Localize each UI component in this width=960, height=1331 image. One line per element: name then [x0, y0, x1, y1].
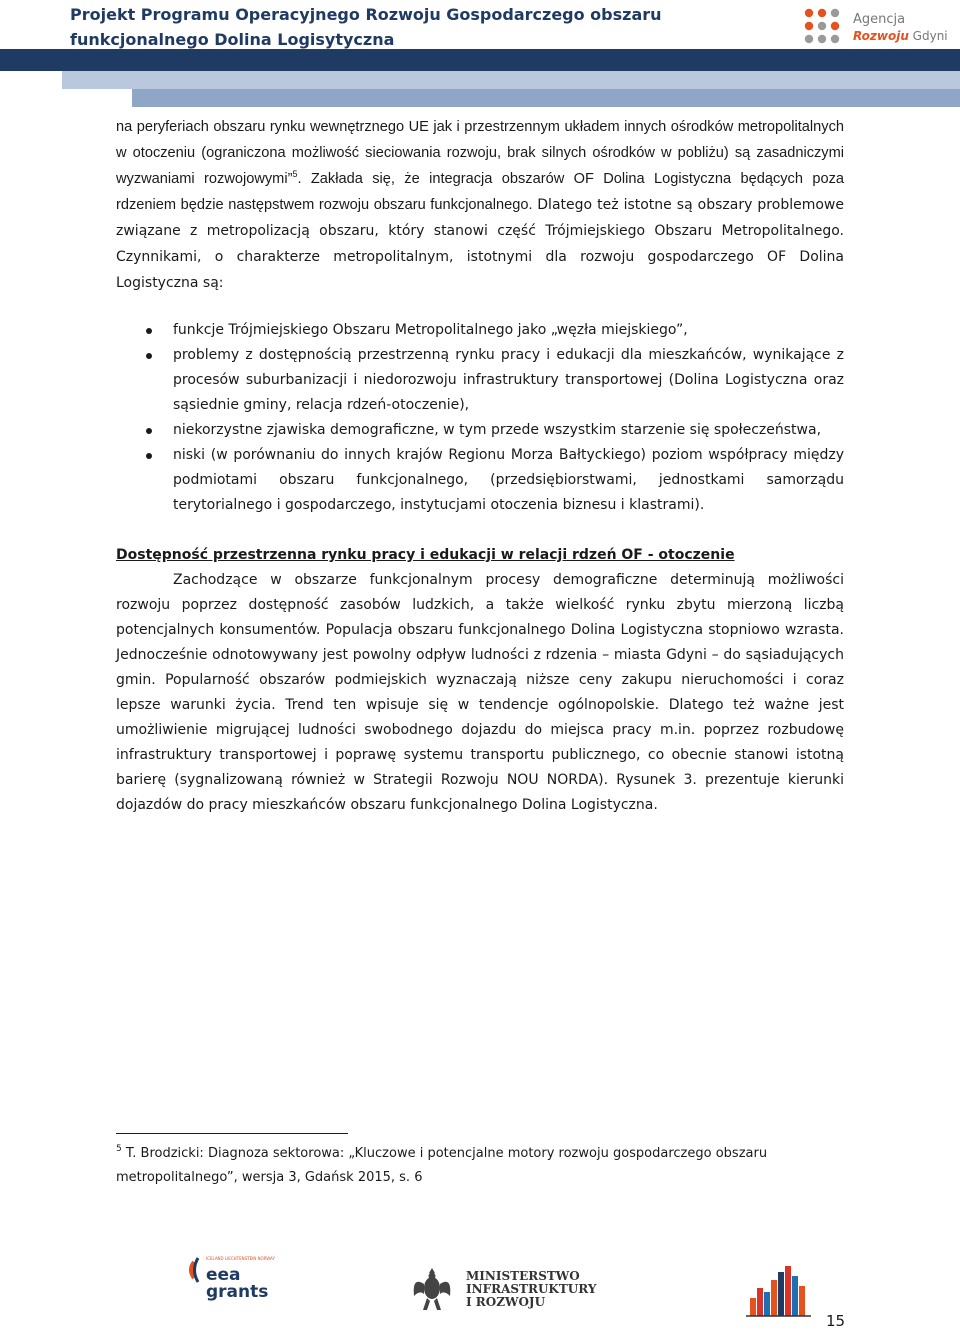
ministry-line: INFRASTRUKTURY: [466, 1282, 597, 1296]
logo-line2: [853, 29, 948, 43]
eea-word: eea: [206, 1265, 241, 1285]
section-heading: Dostępność przestrzenna rynku pracy i edukacji w relacji rdzeń OF - otoczenie: [116, 547, 735, 563]
list-item-text: niekorzystne zjawiska demograficzne, w tym przede wszystkim starzenie się społeczeństwa,: [173, 422, 822, 438]
bullet-icon: [146, 428, 152, 434]
logo-line1: Agencja: [853, 12, 906, 27]
header-bar-mid: [132, 89, 960, 107]
footnote-text: T. Brodzicki: Diagnoza sektorowa: „Kluczowe i potencjalne motory rozwoju gospodarczego obszaru metropolitalnego”, wersja 3, Gdańsk 2015, s. 6: [116, 1146, 768, 1185]
city-buildings-logo: [746, 1262, 811, 1318]
paragraph-intro: [116, 114, 844, 296]
list-item: [116, 343, 844, 418]
list-item: [116, 318, 844, 343]
footnote-number: 5: [116, 1144, 122, 1154]
page-content: [116, 114, 844, 818]
header-bar-light: [62, 71, 960, 89]
list-item: [116, 418, 844, 443]
paragraph-intro-part-b: . Zakłada się, że integracja obszarów OF Dolina Logistyczna będących poza rdzeniem będzie następstwem rozwoju obszaru funkcjonalnego.: [116, 171, 844, 213]
footnote-ref[interactable]: 5: [292, 169, 298, 179]
logo-line2-rozwoju: Rozwoju: [853, 29, 909, 43]
header-bar-dark: [0, 49, 960, 71]
paragraph-intro-part-a: na peryferiach obszaru rynku wewnętrznego UE jak i przestrzennym układem innych ośrodków metropolitalnych w otoczeniu (ograniczona możliwość sieciowania rozwoju, brak silnych ośrodków w pobliżu) są zasadniczymi wyzwaniami rozwojowymi”: [116, 119, 844, 187]
logo-line2-gdyni: Gdyni: [908, 29, 948, 43]
section-paragraph: Zachodzące w obszarze funkcjonalnym procesy demograficzne determinują możliwości rozwoju poprzez dostępność zasobów ludzkich, a także wielkość rynku zbytu mierzoną liczbą potencjalnych konsumentów. Populacja obszaru funkcjonalnego Dolina Logistyczna stopniowo wzrasta. Jednocześnie odnotowywany jest powolny odpływ ludności z rdzenia – miasta Gdyni – do sąsiadujących gmin. Popularność obszarów podmiejskich wyznaczają niższe ceny zakupu nieruchomości i coraz lepsze warunki życia. Trend ten wpisuje się w tendencje ogólnopolskie. Dlatego też ważne jest umożliwienie migrującej ludności swobodnego dojazdu do miejsca pracy m.in. poprzez rozbudowę infrastruktury transportowej i poprawę systemu transportu publicznego, co obecnie stanowi istotną barierę (sygnalizowaną również w Strategii Rozwoju NOU NORDA). Rysunek 3. prezentuje kierunki dojazdów do pracy mieszkańców obszaru funkcjonalnego Dolina Logistyczna.: [116, 572, 844, 813]
bullet-icon: [146, 453, 152, 459]
footnote-separator: [116, 1133, 348, 1134]
bullet-icon: [146, 328, 152, 334]
footnote: [116, 1142, 844, 1190]
ministry-name: [466, 1270, 596, 1309]
eea-small-text: ICELAND LIECHTENSTEIN NORWAY: [206, 1256, 275, 1261]
ministry-line: I ROZWOJU: [466, 1295, 546, 1309]
eea-grants-logo: [188, 1252, 275, 1302]
grants-word: grants: [206, 1282, 269, 1302]
list-item: [116, 443, 844, 518]
bullet-icon: [146, 353, 152, 359]
document-header-title: Projekt Programu Operacyjnego Rozwoju Gospodarczego obszaru funkcjonalnego Dolina Logisytyczna: [70, 5, 662, 49]
paragraph-intro-part-c: Dlatego też istotne są obszary problemowe związane z metropolizacją obszaru, który stanowi część Trójmiejskiego Obszaru Metropolitalnego. Czynnikami, o charakterze metropolitalnym, istotnymi dla rozwoju gospodarczego OF Dolina Logistyczna są:: [116, 197, 844, 291]
list-item-text: funkcje Trójmiejskiego Obszaru Metropolitalnego jako „węzła miejskiego”,: [173, 322, 688, 338]
ministry-line: MINISTERSTWO: [466, 1269, 580, 1283]
page-number: 15: [826, 1312, 846, 1330]
list-item-text: problemy z dostępnością przestrzenną rynku pracy i edukacji dla mieszkańców, wynikające z procesów suburbanizacji i niedorozwoju infrastruktury transportowej (Dolina Logistyczna oraz sąsiednie gminy, relacja rdzeń-otoczenie),: [173, 347, 844, 413]
factors-list: [116, 318, 844, 518]
list-item-text: niski (w porównaniu do innych krajów Regionu Morza Bałtyckiego) poziom współpracy między podmiotami obszaru funkcjonalnego, (przedsiębiorstwami, jednostkami samorządu terytorialnego i gospodarczego, instytucjami otoczenia biznesu i klastrami).: [173, 447, 844, 513]
